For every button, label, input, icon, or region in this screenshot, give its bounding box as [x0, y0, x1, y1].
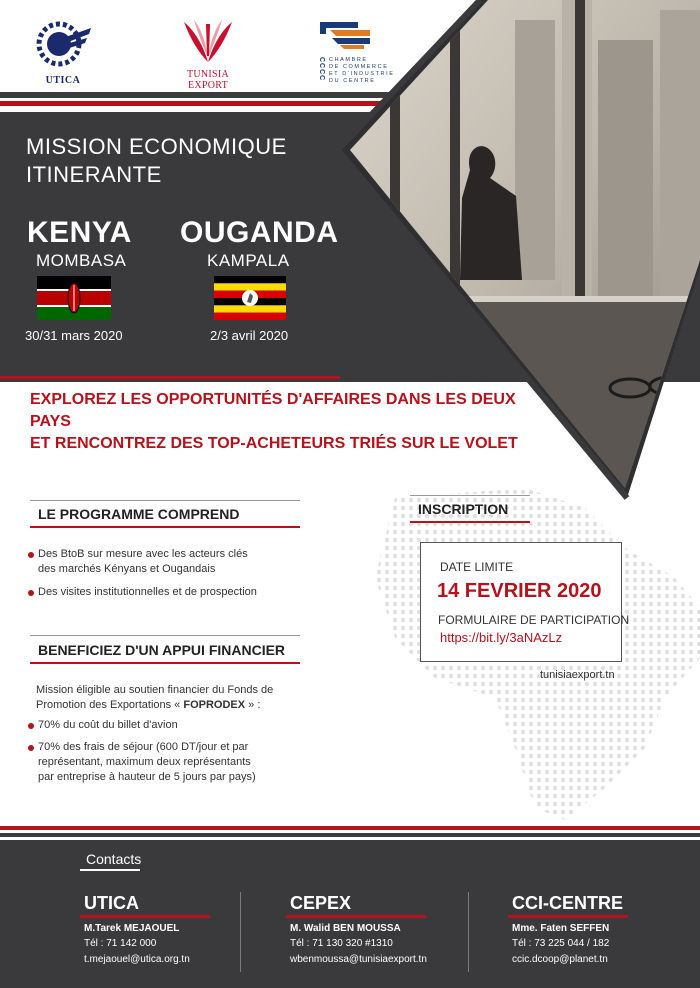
slogan	[30, 389, 530, 455]
contact-org-utica: UTICA	[84, 893, 139, 913]
appui-item-2-line-3: par entreprise à hauteur de 5 jours par pays)	[38, 771, 256, 783]
appui-top-line	[30, 635, 300, 636]
cccc-logo-line-4: DU CENTRE	[329, 78, 376, 84]
date-limite-label: DATE LIMITE	[440, 560, 514, 574]
programme-top-line	[30, 500, 300, 501]
contact-email-utica[interactable]: t.mejaouel@utica.org.tn	[84, 954, 190, 965]
appui-item	[38, 718, 178, 733]
website-link[interactable]: tunisiaexport.tn	[540, 669, 615, 681]
kenya-flag-icon	[37, 276, 111, 320]
bullet-dot	[28, 745, 34, 751]
cccc-logo-line-3: ET D'INDUSTRIE	[329, 71, 395, 77]
appui-intro-line-1: Mission éligible au soutien financier du Fonds de	[36, 684, 274, 696]
bullet-dot	[28, 552, 34, 558]
appui-item-2-line-1: 70% des frais de séjour (600 DT/jour et par	[38, 741, 249, 753]
country-kenya: KENYA	[27, 216, 132, 249]
contact-tel-cci-centre: Tél : 73 225 044 / 182	[512, 938, 610, 949]
city-kampala: KAMPALA	[207, 251, 290, 270]
contact-name-cepex: M. Walid BEN MOUSSA	[290, 923, 401, 934]
cccc-logo-line-2: DE COMMERCE	[329, 64, 389, 70]
utica-logo	[28, 18, 98, 86]
foprodex-label: FOPRODEX	[183, 699, 246, 711]
contacts-heading: Contacts	[86, 851, 142, 867]
uganda-flag-icon	[214, 276, 286, 320]
contact-name-cci-centre: Mme. Faten SEFFEN	[512, 923, 610, 934]
appui-title: BENEFICIEZ D'UN APPUI FINANCIER	[38, 642, 286, 658]
contact-org-underline	[286, 915, 426, 918]
contact-org-underline	[80, 915, 210, 918]
programme-item-1-line-1: Des BtoB sur mesure avec les acteurs clés	[38, 548, 248, 560]
inscription-underline	[410, 521, 530, 523]
tunisia-export-emblem-icon	[176, 18, 240, 64]
contact-org-cepex: CEPEX	[290, 893, 352, 913]
appui-item-2-line-2: représentant, maximum deux représentants	[38, 756, 251, 768]
programme-item-1-line-2: des marchés Kényans et Ougandais	[38, 563, 216, 575]
mission-title-line-1: MISSION ECONOMIQUE	[26, 134, 287, 159]
bullet-dot	[28, 590, 34, 596]
footer-stripe-red	[0, 826, 700, 830]
appui-intro-line-2	[36, 698, 273, 713]
programme-title: LE PROGRAMME COMPREND	[38, 506, 240, 522]
mission-title-line-2: ITINERANTE	[26, 162, 162, 187]
programme-item	[38, 585, 257, 600]
contact-tel-cepex: Tél : 71 130 320 #1310	[290, 938, 393, 949]
inscription-top-line	[410, 495, 530, 496]
contact-tel-utica: Tél : 71 142 000	[84, 938, 157, 949]
appui-item	[38, 740, 256, 785]
cepex-logo-title: TUNISIA EXPORT	[186, 69, 230, 91]
appui-underline	[30, 662, 300, 664]
cccc-logo-letters: CCCC	[318, 57, 325, 82]
programme-item-2-line-1: Des visites institutionnelles et de prospection	[38, 586, 257, 598]
cccc-logo-line-1: CHAMBRE	[329, 57, 368, 63]
inscription-title: INSCRIPTION	[418, 501, 509, 517]
formulaire-label: FORMULAIRE DE PARTICIPATION	[438, 613, 630, 627]
slogan-line-1: EXPLOREZ LES OPPORTUNITÉS D'AFFAIRES DANS LES DEUX PAYS	[30, 391, 516, 430]
date-kenya: 30/31 mars 2020	[25, 328, 123, 343]
date-ouganda: 2/3 avril 2020	[210, 328, 289, 343]
hero-bottom-stripe-red	[0, 376, 340, 379]
appui-intro	[36, 683, 273, 713]
contact-separator	[240, 892, 241, 972]
form-link[interactable]: https://bit.ly/3aNAzLz	[440, 630, 563, 645]
appui-item-1-line-1: 70% du coût du billet d'avion	[38, 719, 178, 731]
programme-underline	[30, 526, 300, 528]
utica-emblem-icon	[33, 18, 93, 70]
contacts-heading-underline	[80, 869, 140, 871]
contact-email-cepex[interactable]: wbenmoussa@tunisiaexport.tn	[290, 954, 427, 965]
contact-name-utica: M.Tarek MEJAOUEL	[84, 923, 180, 934]
bullet-dot	[28, 723, 34, 729]
contact-separator	[468, 892, 469, 972]
appui-intro-suffix: » :	[245, 699, 261, 711]
slogan-line-2: ET RENCONTREZ DES TOP-ACHETEURS TRIÉS SUR LE VOLET	[30, 435, 518, 452]
contact-org-cci-centre: CCI-CENTRE	[512, 893, 623, 913]
city-mombasa: MOMBASA	[36, 251, 127, 270]
utica-logo-text: UTICA	[45, 75, 81, 86]
mission-title	[26, 133, 287, 189]
deadline-date: 14 FEVRIER 2020	[437, 580, 602, 602]
contact-email-cci-centre[interactable]: ccic.dcoop@planet.tn	[512, 954, 608, 965]
contact-org-underline	[508, 915, 628, 918]
country-ouganda: OUGANDA	[180, 216, 339, 249]
footer-stripe-dark	[0, 833, 700, 837]
cepex-logo	[168, 18, 248, 99]
appui-intro-prefix: Promotion des Exportations «	[36, 699, 184, 711]
programme-item	[38, 547, 248, 577]
